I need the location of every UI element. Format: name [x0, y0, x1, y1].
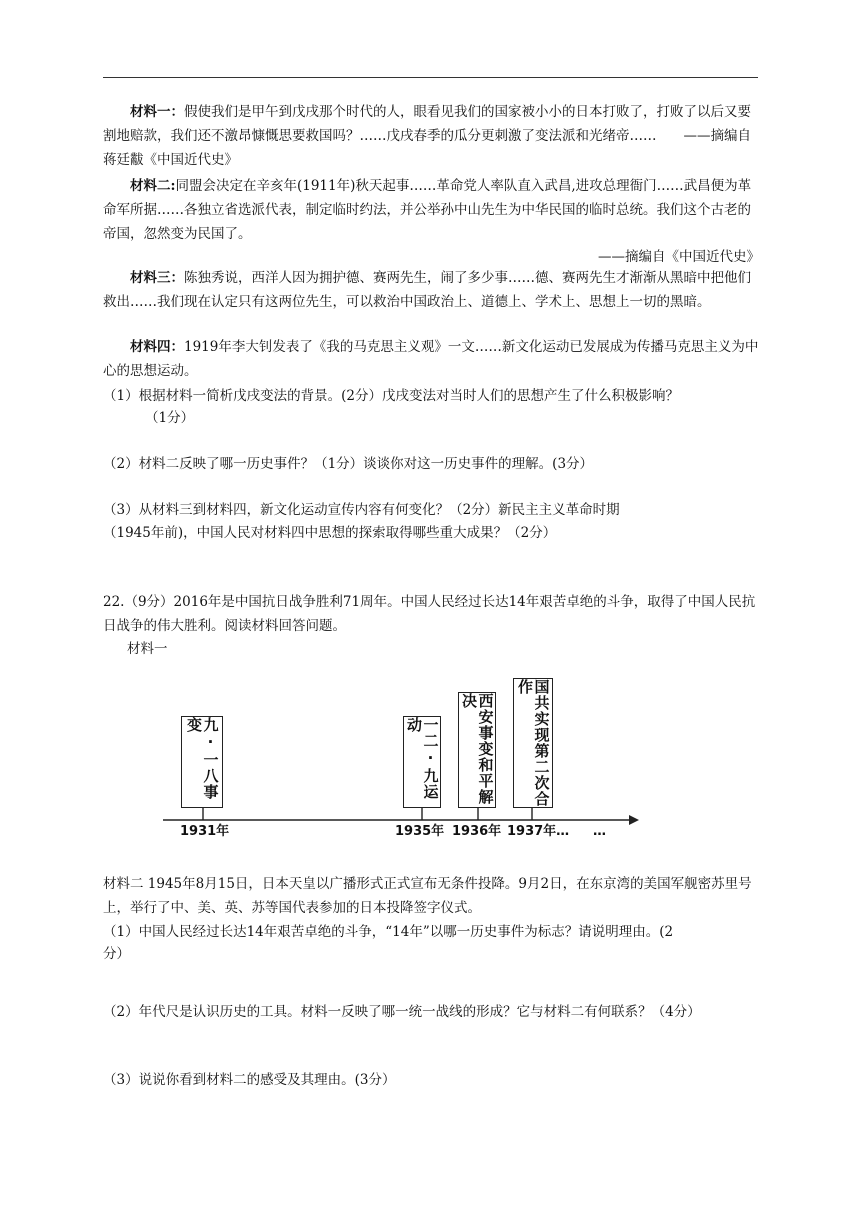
- q21-question-3: （3）从材料三到材料四，新文化运动宣传内容有何变化？（2分）新民主主义革命时期: [103, 502, 620, 518]
- material-3-label: 材料三：: [130, 270, 184, 286]
- year-1935: 1935年: [395, 824, 445, 839]
- q21-question-1-score: （1分）: [145, 410, 195, 426]
- q21-question-3-cont: （1945年前)，中国人民对材料四中思想的探索取得哪些重大成果？（2分）: [103, 525, 557, 541]
- q21-question-2: （2）材料二反映了哪一历史事件？（1分）谈谈你对这一历史事件的理解。(3分）: [103, 456, 594, 472]
- q22-question-2: （2）年代尺是认识历史的工具。材料一反映了哪一统一战线的形成？它与材料二有何联系？（4分）: [103, 1004, 701, 1020]
- event-second-united-front: 国共实现第二次合作: [513, 678, 553, 808]
- year-1936: 1936年: [452, 824, 502, 839]
- year-1937: 1937年…: [507, 824, 570, 839]
- timeline-diagram: [155, 672, 645, 847]
- material-1: [103, 100, 760, 172]
- q22-material-2: 材料二 1945年8月15日，日本天皇以广播形式正式宣布无条件投降。9月2日，在东京湾的美国军舰密苏里号上，举行了中、美、英、苏等国代表参加的日本投降签字仪式。: [103, 876, 752, 916]
- material-1-label: 材料一：: [130, 104, 184, 120]
- material-2-source: ——摘编自《中国近代史》: [598, 249, 760, 265]
- year-1931: 1931年: [180, 824, 230, 839]
- event-129-movement: 一二·九运动: [403, 716, 441, 808]
- material-2-text: 同盟会决定在辛亥年(1911年)秋天起事……革命党人率队直入武昌,进攻总理衙门……武昌便为革命军所据……各独立省选派代表，制定临时约法，并公举孙中山先生为中华民国的临时总统。我们这个古老的帝国，忽然变为民国了。: [103, 178, 752, 242]
- material-2: [103, 174, 760, 246]
- event-918-incident: 九·一八事变: [181, 716, 223, 808]
- material-1-text: 假使我们是甲午到戊戌那个时代的人，眼看见我们的国家被小小的日本打败了，打败了以后又要割地赔款，我们还不激昂慷慨思要救国吗？……戊戌春季的瓜分更刺激了变法派和光绪帝…… ——摘编自蒋廷黻《中国近代史》: [103, 104, 751, 168]
- material-4: [103, 335, 760, 383]
- material-3: [103, 266, 760, 314]
- event-xian-incident: 西安事变和平解决: [458, 692, 496, 808]
- q22-question-3: （3）说说你看到材料二的感受及其理由。(3分）: [103, 1072, 396, 1088]
- q22-question-1-cont: 分）: [103, 946, 130, 962]
- material-4-label: 材料四：: [130, 339, 184, 355]
- material-3-text: 陈独秀说，西洋人因为拥护德、赛两先生，闹了多少事……德、赛两先生才渐渐从黑暗中把他们救出……我们现在认定只有这两位先生，可以救治中国政治上、道德上、学术上、思想上一切的黑暗。: [103, 270, 751, 310]
- q22-question-1: （1）中国人民经过长达14年艰苦卓绝的斗争，“14年”以哪一历史事件为标志？请说明理由。(2: [103, 924, 674, 940]
- q21-question-1: （1）根据材料一简析戊戌变法的背景。(2分）戊戌变法对当时人们的思想产生了什么积极影响？: [103, 388, 679, 404]
- q22-intro: 22.（9分）2016年是中国抗日战争胜利71周年。中国人民经过长达14年艰苦卓绝的斗争，取得了中国人民抗日战争的伟大胜利。阅读材料回答问题。: [103, 594, 756, 634]
- year-ellipsis: …: [593, 824, 606, 839]
- q22-material-1-label: 材料一: [127, 641, 168, 657]
- header-rule: [103, 77, 758, 78]
- material-4-text: 1919年李大钊发表了《我的马克思主义观》一文……新文化运动已发展成为传播马克思主义为中心的思想运动。: [103, 339, 759, 379]
- material-2-label: 材料二:: [130, 178, 176, 194]
- timeline-axis: [155, 672, 645, 847]
